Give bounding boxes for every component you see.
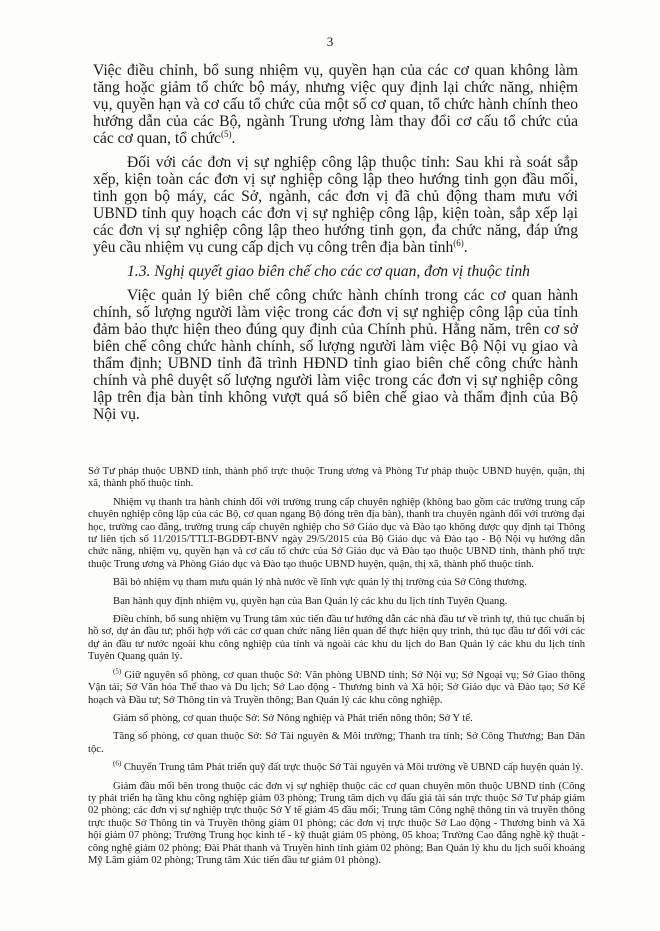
footnote-text: Bãi bỏ nhiệm vụ tham mưu quản lý nhà nước về lĩnh vực quản lý thị trường của Sở Công thương. bbox=[113, 577, 527, 589]
footnote-text: Nhiệm vụ thanh tra hành chính đối với trường trung cấp chuyên nghiệp (không bao gồm các trường trung cấp chuyên nghiệp công lập của các Bộ, cơ quan ngang Bộ đóng trên địa bàn), thanh tra chuyên ngành đối với trường đại học, trường cao đẳng, trường trung cấp chuyên nghiệp cho Sở Giáo dục và Đào tạo không được quy định tại Thông tư liên tịch số 11/2015/TTLT-BGDĐT-BNV ngày 29/5/2015 của Bộ Giáo dục và Đào tạo - Bộ Nội vụ hướng dẫn chức năng, nhiệm vụ, quyền hạn và cơ cấu tổ chức của Sở Giáo dục và Đào tạo thuộc UBND tỉnh, thành phố trực thuộc Trung ương và Phòng Giáo dục và Đào tạo thuộc UBND huyện, quận, thị xã, thành phố thuộc tỉnh. bbox=[88, 496, 585, 570]
footnote-text: Giảm đầu mối bên trong thuộc các đơn vị sự nghiệp thuộc các cơ quan chuyên môn thuộc UBND tỉnh (Công ty phát triển hạ tầng khu công nghiệp giảm 03 phòng; Trung tâm dịch vụ đấu giá tài sản trực thuộc Sở Tư pháp giảm 02 phòng; các đơn vị sự nghiệp trực thuộc Sở Y tế giảm 45 đầu mối; Trung tâm Công nghệ thông tin và truyền thông trực thuộc Sở Thông tin và Truyền thông giảm 01 phòng; các đơn vị trực thuộc Sở Lao động - Thương binh và Xã hội giảm 07 phòng; Trường Trung học kinh tế - kỹ thuật giảm 05 phòng, 05 khoa; Trường Cao đẳng nghề kỹ thuật - công nghệ giảm 02 phòng; Đài Phát thanh và Truyền hình tỉnh giảm 02 phòng; Ban Quản lý khu du lịch suối khoáng Mỹ Lâm giảm 02 phòng; Trung tâm Xúc tiến đầu tư giảm 01 phòng). bbox=[88, 780, 585, 866]
footnote-ref-6: (6) bbox=[453, 237, 464, 248]
footnote-text: Giảm số phòng, cơ quan thuộc Sở: Sở Nông nghiệp và Phát triển nông thôn; Sở Y tế. bbox=[113, 712, 473, 724]
footnotes bbox=[88, 466, 585, 873]
section-heading: 1.3. Nghị quyết giao biên chế cho các cơ quan, đơn vị thuộc tỉnh bbox=[127, 263, 530, 280]
paragraph-2: Đối với các đơn vị sự nghiệp công lập thuộc tỉnh: Sau khi rà soát sắp xếp, kiện toàn các đơn vị sự nghiệp công lập theo hướng tinh gọn đầu mối, tinh gọn bộ máy, các Sở, ngành, các đơn vị đã chủ động tham mưu với UBND tỉnh quy hoạch các đơn vị sự nghiệp công lập, kiện toàn, sắp xếp lại các đơn vị sự nghiệp công lập theo hướng tinh gọn, đa chức năng, đáp ứng yêu cầu nhiệm vụ cung cấp dịch vụ công trên địa bàn tỉnh$^{(6)}$. bbox=[93, 154, 578, 256]
footnote-text: Sở Tư pháp thuộc UBND tỉnh, thành phố trực thuộc Trung ương và Phòng Tư pháp thuộc UBND huyện, quận, thị xã, thành phố thuộc tỉnh. bbox=[88, 466, 585, 490]
footnote-5: $^{(5)}$ Giữ nguyên số phòng, cơ quan thuộc Sở: Văn phòng UBND tỉnh; Sở Nội vụ; Sở Ngoại vụ; Sở Giao thông Vận tải; Sở Văn hóa Thể thao và Du lịch; Sở Lao động - Thương binh và Xã hội; Sở Giáo dục và Đào tạo; Sở Kế hoạch và Đầu tư; Sở Thông tin và Truyền thông; Ban Quản lý các khu công nghiệp. bbox=[88, 667, 585, 706]
paragraph-1: Việc điều chỉnh, bổ sung nhiệm vụ, quyền hạn của các cơ quan không làm tăng hoặc giảm tổ chức bộ máy, nhưng việc quy định lại chức năng, nhiệm vụ, quyền hạn và cơ cấu tổ chức của một số cơ quan, tổ chức hành chính theo hướng dẫn của các Bộ, ngành Trung ương làm thay đổi cơ cấu tổ chức của các cơ quan, tổ chức$^{(5)}$. bbox=[93, 62, 578, 147]
footnote-text: Tăng số phòng, cơ quan thuộc Sở: Sở Tài nguyên & Môi trường; Thanh tra tỉnh; Sở Công Thương; Ban Dân tộc. bbox=[88, 731, 585, 755]
footnote-text: Điều chỉnh, bổ sung nhiệm vụ Trung tâm xúc tiến đầu tư hướng dẫn các nhà đầu tư về trình tự, thủ tục chuẩn bị hồ sơ, dự án đầu tư; phối hợp với các cơ quan chức năng liên quan để thực hiện quy trình, thủ tục đầu tư đối với các dự án đầu tư nước ngoài khu công nghiệp của tỉnh và ngoài các khu du lịch do Ban Quản lý các khu du lịch tỉnh Tuyên Quang quản lý. bbox=[88, 614, 585, 663]
footnote-6: $^{(6)}$ Chuyển Trung tâm Phát triển quỹ đất trực thuộc Sở Tài nguyên và Môi trường về UBND cấp huyện quản lý. bbox=[113, 759, 584, 774]
footnote-text: Ban hành quy định nhiệm vụ, quyền hạn của Ban Quản lý các khu du lịch tỉnh Tuyên Quang. bbox=[113, 595, 508, 607]
footnote-ref-5: (5) bbox=[220, 128, 232, 139]
page-number: 3 bbox=[326, 34, 334, 49]
main-body bbox=[93, 62, 578, 430]
paragraph-3: Việc quản lý biên chế công chức hành chính trong các cơ quan hành chính, số lượng người làm việc trong các đơn vị sự nghiệp công lập của tỉnh đảm bảo thực hiện theo đúng quy định của Chính phủ. Hằng năm, trên cơ sở biên chế công chức hành chính, số lượng người làm việc Bộ Nội vụ giao và thẩm định; UBND tỉnh đã trình HĐND tỉnh giao biên chế công chức hành chính và phê duyệt số lượng người làm việc trong các đơn vị sự nghiệp công lập trên địa bàn tỉnh không vượt quá số biên chế giao và thẩm định của Bộ Nội vụ. bbox=[93, 287, 578, 423]
